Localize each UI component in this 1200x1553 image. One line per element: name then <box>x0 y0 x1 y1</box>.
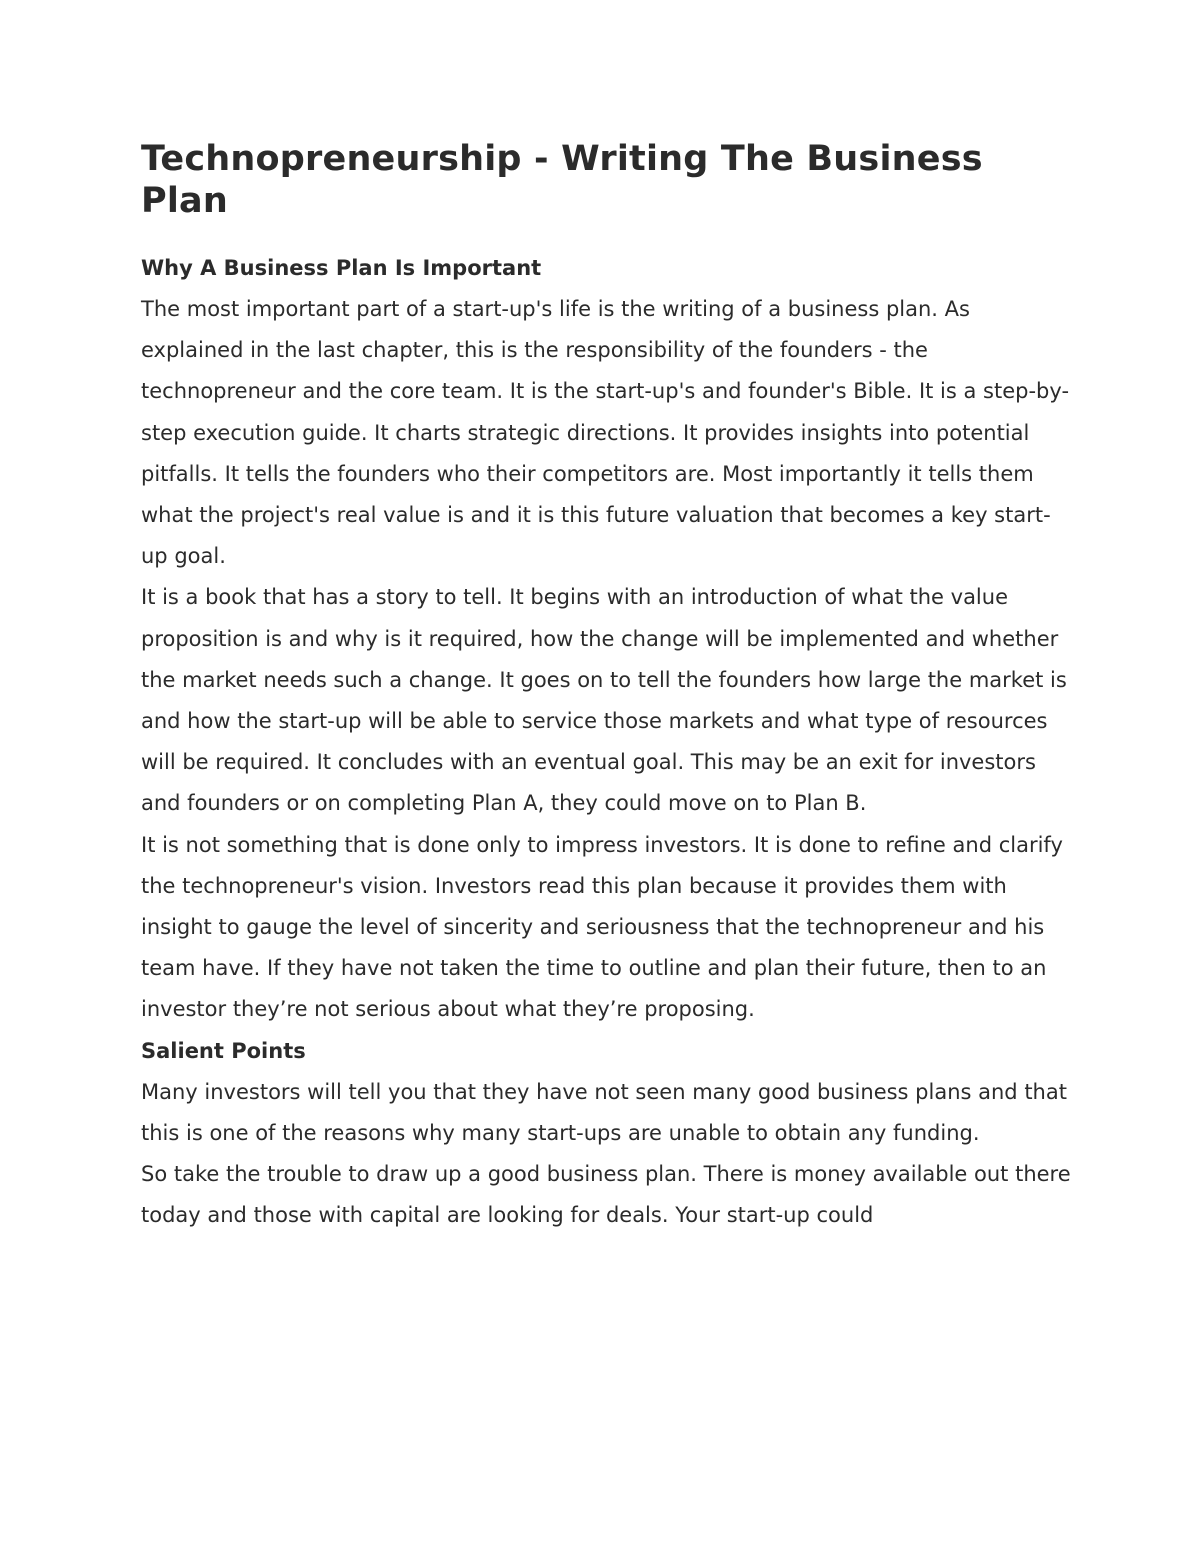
section-heading-salient-points: Salient Points <box>141 1038 306 1063</box>
section-heading-why-important: Why A Business Plan Is Important <box>141 256 542 280</box>
document-content <box>141 138 1071 1236</box>
paragraph: It is a book that has a story to tell. It begins with an introduction of what the value proposition is and why is it required, how the change will be implemented and whether the market needs such a change. It goes on to tell the founders how large the market is and how the start-up will be able to service those markets and what type of resources will be required. It concludes with an eventual goal. This may be an exit for investors and founders or on completing Plan A, they could move on to Plan B. <box>141 585 1067 816</box>
document-title: Technopreneurship - Writing The Business Plan <box>141 139 983 221</box>
paragraph: It is not something that is done only to impress investors. It is done to refine and clarify the technopreneur's vision. Investors read this plan because it provides them with insight to gauge the level of sincerity and seriousness that the technopreneur and his team have. If they have not taken the time to outline and plan their future, then to an investor they’re not serious about what they’re proposing. <box>141 832 1063 1022</box>
paragraph: So take the trouble to draw up a good business plan. There is money available out there today and those with capital are looking for deals. Your start-up could <box>141 1162 1071 1228</box>
paragraph: Many investors will tell you that they have not seen many good business plans and that this is one of the reasons why many start-ups are unable to obtain any funding. <box>141 1079 1067 1145</box>
paragraph: The most important part of a start-up's life is the writing of a business plan. As explained in the last chapter, this is the responsibility of the founders - the technopreneur and the core team. It is the start-up's and founder's Bible. It is a step-by-step execution guide. It charts strategic directions. It provides insights into potential pitfalls. It tells the founders who their competitors are. Most importantly it tells them what the project's real value is and it is this future valuation that becomes a key start-up goal. <box>141 297 1070 569</box>
